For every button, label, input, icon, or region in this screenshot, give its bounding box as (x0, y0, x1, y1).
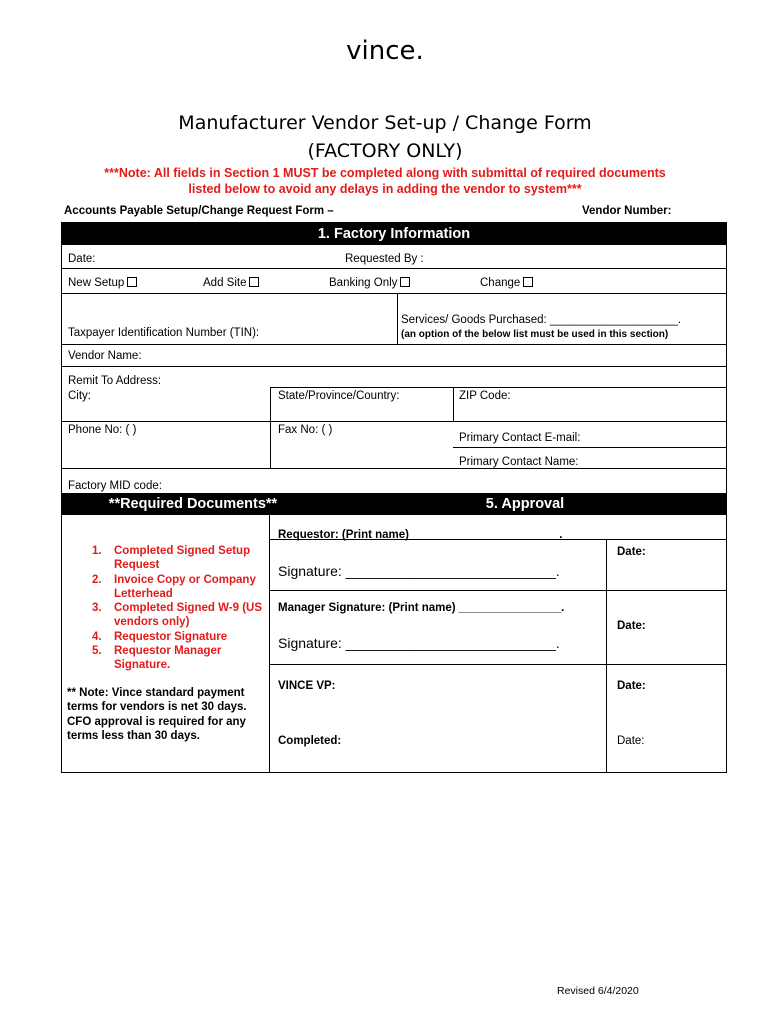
new-setup-label: New Setup (68, 277, 125, 289)
new-setup-option[interactable] (68, 277, 137, 289)
manager-print-name-field[interactable]: Manager Signature: (Print name) ________________. (278, 602, 565, 614)
city-field[interactable]: City: (68, 390, 91, 402)
completed-field[interactable]: Completed: (278, 735, 342, 747)
remit-to-label: Remit To Address: (68, 375, 162, 387)
required-documents-list (92, 544, 262, 673)
change-label: Change (480, 277, 521, 289)
list-item: 3. Completed Signed W-9 (US vendors only) (92, 602, 262, 629)
state-province-country-field[interactable]: State/Province/Country: (278, 390, 400, 402)
list-item: 1. Completed Signed Setup Request (92, 545, 251, 572)
banking-only-option[interactable] (329, 277, 410, 289)
services-goods-field[interactable]: Services/ Goods Purchased: ____________________. (401, 314, 682, 326)
form-title: Manufacturer Vendor Set-up / Change Form (178, 112, 592, 134)
vince-vp-date-field[interactable]: Date: (617, 680, 646, 692)
factory-information-header: 1. Factory Information (62, 223, 726, 245)
date-field[interactable]: Date: (68, 253, 96, 265)
requestor-print-name-field[interactable]: Requestor: (Print name) _______________________. (278, 529, 563, 541)
list-item: 2. Invoice Copy or Company Letterhead (92, 573, 256, 600)
change-checkbox[interactable] (523, 277, 533, 287)
new-setup-checkbox[interactable] (127, 277, 137, 287)
vendor-name-field[interactable]: Vendor Name: (68, 350, 142, 362)
primary-contact-email-field[interactable]: Primary Contact E-mail: (459, 432, 581, 444)
banking-only-checkbox[interactable] (400, 277, 410, 287)
section1-note-line1: ***Note: All fields in Section 1 MUST be completed along with submittal of required documents (104, 166, 666, 180)
factory-mid-field[interactable]: Factory MID code: (68, 480, 162, 492)
required-documents-header: **Required Documents** (108, 496, 278, 512)
services-option-note: (an option of the below list must be used in this section) (401, 329, 669, 340)
change-option[interactable] (480, 277, 533, 289)
tin-field[interactable]: Taxpayer Identification Number (TIN): (68, 327, 260, 339)
list-item: 5. Requestor Manager Signature. (92, 645, 222, 672)
add-site-label: Add Site (203, 277, 247, 289)
vince-logo: vince. (346, 36, 424, 66)
ap-request-label: Accounts Payable Setup/Change Request Form – (64, 205, 334, 217)
banking-only-label: Banking Only (329, 277, 398, 289)
add-site-option[interactable] (203, 277, 259, 289)
completed-date-field[interactable]: Date: (617, 735, 645, 747)
requested-by-field[interactable]: Requested By : (345, 253, 424, 265)
list-item: 4. Requestor Signature (92, 630, 228, 643)
phone-field[interactable]: Phone No: ( ) (68, 424, 137, 436)
primary-contact-name-field[interactable]: Primary Contact Name: (459, 456, 579, 468)
vendor-form (61, 222, 727, 773)
zip-code-field[interactable]: ZIP Code: (459, 390, 511, 402)
requestor-date-field[interactable]: Date: (617, 546, 646, 558)
requestor-signature-field[interactable]: Signature: ___________________________. (278, 563, 560, 579)
vince-vp-field[interactable]: VINCE VP: (278, 680, 336, 692)
fax-field[interactable]: Fax No: ( ) (278, 424, 333, 436)
approval-header: 5. Approval (485, 496, 565, 512)
payment-terms-note: ** Note: Vince standard payment terms for vendors is net 30 days. CFO approval is required for any terms less than 30 days. (67, 687, 247, 742)
revised-date: Revised 6/4/2020 (557, 985, 639, 997)
vendor-number-label: Vendor Number: (582, 205, 672, 217)
manager-date-field[interactable]: Date: (617, 620, 646, 632)
add-site-checkbox[interactable] (249, 277, 259, 287)
manager-signature-field[interactable]: Signature: ___________________________. (278, 635, 560, 651)
section1-note-line2: listed below to avoid any delays in adding the vendor to system*** (188, 182, 582, 196)
form-subtitle: (FACTORY ONLY) (307, 140, 463, 162)
